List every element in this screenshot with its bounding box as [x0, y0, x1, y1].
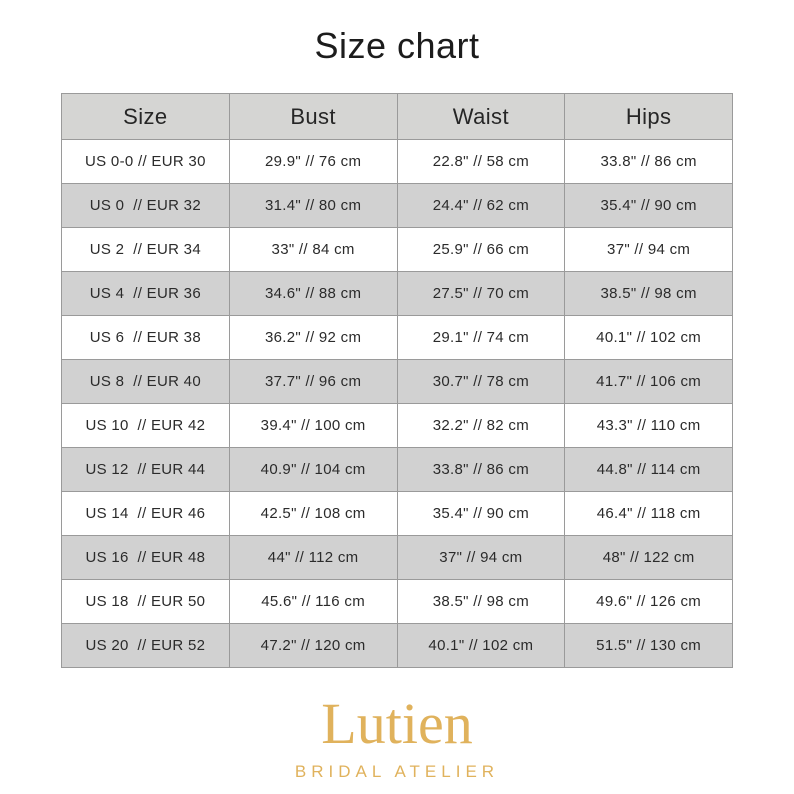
bust-cell: 34.6" // 88 cm — [229, 272, 397, 316]
header-cell-bust: Bust — [229, 94, 397, 140]
size-cell: US 0 // EUR 32 — [62, 184, 230, 228]
table-row — [62, 580, 733, 624]
waist-cell: 38.5" // 98 cm — [397, 580, 565, 624]
waist-cell: 37" // 94 cm — [397, 536, 565, 580]
brand-logo — [0, 691, 794, 782]
brand-name: Lutien — [321, 691, 473, 757]
bust-cell: 33" // 84 cm — [229, 228, 397, 272]
bust-cell: 42.5" // 108 cm — [229, 492, 397, 536]
table-row — [62, 184, 733, 228]
hips-cell: 41.7" // 106 cm — [565, 360, 733, 404]
size-cell: US 14 // EUR 46 — [62, 492, 230, 536]
brand-tagline: BRIDAL ATELIER — [294, 762, 500, 782]
size-cell: US 6 // EUR 38 — [62, 316, 230, 360]
bust-cell: 44" // 112 cm — [229, 536, 397, 580]
bust-cell: 29.9" // 76 cm — [229, 140, 397, 184]
waist-cell: 24.4" // 62 cm — [397, 184, 565, 228]
table-row — [62, 536, 733, 580]
hips-cell: 35.4" // 90 cm — [565, 184, 733, 228]
table-row — [62, 140, 733, 184]
table-row — [62, 316, 733, 360]
hips-cell: 33.8" // 86 cm — [565, 140, 733, 184]
size-cell: US 4 // EUR 36 — [62, 272, 230, 316]
bust-cell: 45.6" // 116 cm — [229, 580, 397, 624]
size-cell: US 2 // EUR 34 — [62, 228, 230, 272]
table-body — [62, 140, 733, 668]
table-row — [62, 624, 733, 668]
size-chart-table — [61, 93, 733, 668]
waist-cell: 32.2" // 82 cm — [397, 404, 565, 448]
waist-cell: 22.8" // 58 cm — [397, 140, 565, 184]
table-header-row — [62, 94, 733, 140]
page-title: Size chart — [314, 25, 480, 66]
size-cell: US 12 // EUR 44 — [62, 448, 230, 492]
bust-cell: 40.9" // 104 cm — [229, 448, 397, 492]
size-cell: US 16 // EUR 48 — [62, 536, 230, 580]
bust-cell: 47.2" // 120 cm — [229, 624, 397, 668]
waist-cell: 27.5" // 70 cm — [397, 272, 565, 316]
waist-cell: 29.1" // 74 cm — [397, 316, 565, 360]
hips-cell: 49.6" // 126 cm — [565, 580, 733, 624]
size-cell: US 8 // EUR 40 — [62, 360, 230, 404]
waist-cell: 33.8" // 86 cm — [397, 448, 565, 492]
table-row — [62, 228, 733, 272]
table-header — [62, 94, 733, 140]
size-cell: US 20 // EUR 52 — [62, 624, 230, 668]
waist-cell: 30.7" // 78 cm — [397, 360, 565, 404]
size-cell: US 10 // EUR 42 — [62, 404, 230, 448]
table-row — [62, 492, 733, 536]
waist-cell: 35.4" // 90 cm — [397, 492, 565, 536]
hips-cell: 51.5" // 130 cm — [565, 624, 733, 668]
header-cell-hips: Hips — [565, 94, 733, 140]
hips-cell: 46.4" // 118 cm — [565, 492, 733, 536]
waist-cell: 40.1" // 102 cm — [397, 624, 565, 668]
table-row — [62, 272, 733, 316]
waist-cell: 25.9" // 66 cm — [397, 228, 565, 272]
size-cell: US 0-0 // EUR 30 — [62, 140, 230, 184]
table-row — [62, 448, 733, 492]
hips-cell: 40.1" // 102 cm — [565, 316, 733, 360]
bust-cell: 36.2" // 92 cm — [229, 316, 397, 360]
hips-cell: 38.5" // 98 cm — [565, 272, 733, 316]
hips-cell: 37" // 94 cm — [565, 228, 733, 272]
hips-cell: 48" // 122 cm — [565, 536, 733, 580]
table-row — [62, 404, 733, 448]
hips-cell: 44.8" // 114 cm — [565, 448, 733, 492]
bust-cell: 37.7" // 96 cm — [229, 360, 397, 404]
bust-cell: 39.4" // 100 cm — [229, 404, 397, 448]
table-row — [62, 360, 733, 404]
header-cell-size: Size — [62, 94, 230, 140]
header-cell-waist: Waist — [397, 94, 565, 140]
bust-cell: 31.4" // 80 cm — [229, 184, 397, 228]
hips-cell: 43.3" // 110 cm — [565, 404, 733, 448]
size-cell: US 18 // EUR 50 — [62, 580, 230, 624]
